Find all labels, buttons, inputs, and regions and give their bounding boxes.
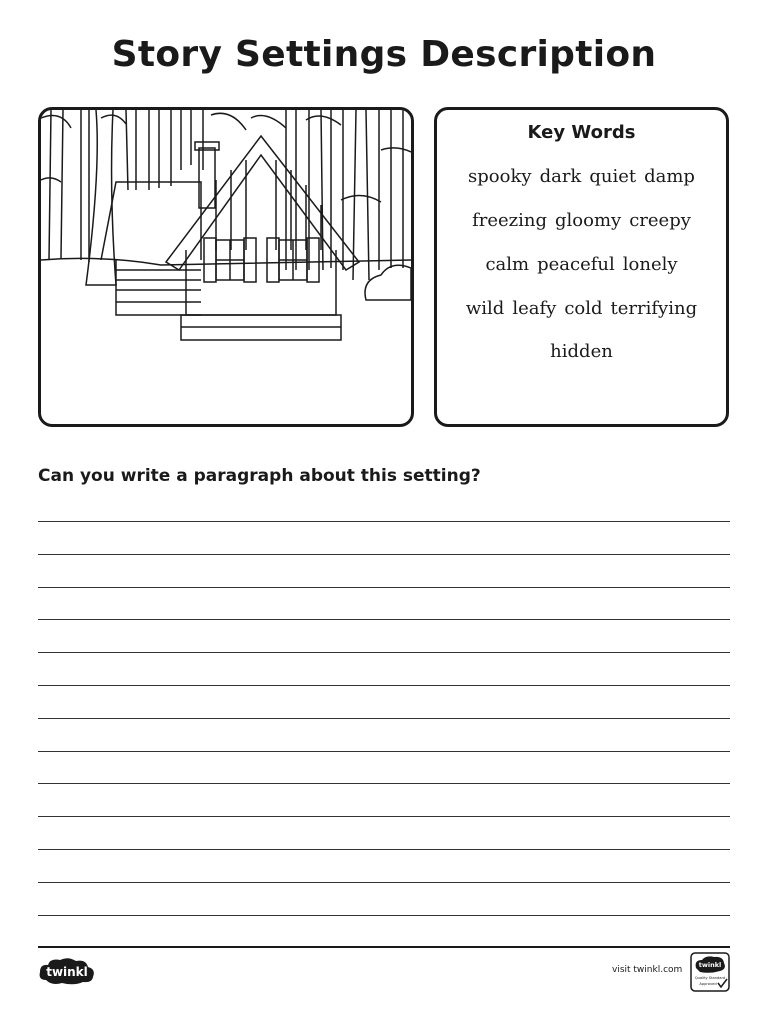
writing-line[interactable] <box>38 783 730 784</box>
key-word: spooky <box>468 166 532 187</box>
writing-line[interactable] <box>38 751 730 752</box>
writing-line[interactable] <box>38 685 730 686</box>
key-words-row <box>437 254 726 275</box>
key-word: dark <box>539 166 582 187</box>
key-word: wild <box>465 298 505 319</box>
key-word: lonely <box>622 254 678 275</box>
key-words-heading: Key Words <box>527 122 636 143</box>
key-word: quiet <box>589 166 637 187</box>
visit-link[interactable]: visit twinkl.com <box>612 965 683 975</box>
twinkl-logo <box>38 956 96 986</box>
key-word: calm <box>485 254 530 275</box>
writing-line[interactable] <box>38 652 730 653</box>
key-word: cold <box>564 298 603 319</box>
page-title: Story Settings Description <box>111 34 657 75</box>
key-word: terrifying <box>610 298 698 319</box>
key-word: leafy <box>512 298 557 319</box>
footer-divider <box>38 946 730 948</box>
key-words-row <box>437 298 726 319</box>
writing-line[interactable] <box>38 915 730 916</box>
svg-text:twinkl: twinkl <box>46 965 88 979</box>
key-word: damp <box>644 166 695 187</box>
writing-line[interactable] <box>38 882 730 883</box>
writing-line[interactable] <box>38 619 730 620</box>
setting-picture <box>38 107 414 427</box>
key-word: creepy <box>629 210 691 231</box>
key-word: hidden <box>550 341 613 362</box>
writing-line[interactable] <box>38 718 730 719</box>
writing-line[interactable] <box>38 849 730 850</box>
key-words-row <box>437 166 726 187</box>
writing-line[interactable] <box>38 816 730 817</box>
quality-badge-icon <box>690 952 730 992</box>
writing-prompt: Can you write a paragraph about this setting? <box>38 466 481 486</box>
key-words-row <box>437 341 726 362</box>
key-word: freezing <box>472 210 548 231</box>
svg-text:twinkl: twinkl <box>698 961 722 969</box>
writing-line[interactable] <box>38 554 730 555</box>
key-word: peaceful <box>537 254 615 275</box>
svg-text:Approved: Approved <box>699 982 717 986</box>
log-cabin-forest-illustration <box>41 110 411 424</box>
writing-line[interactable] <box>38 521 730 522</box>
key-words-row <box>437 210 726 231</box>
writing-line[interactable] <box>38 587 730 588</box>
key-words-box <box>434 107 729 427</box>
key-word: gloomy <box>555 210 622 231</box>
svg-text:Quality Standard: Quality Standard <box>694 976 726 980</box>
